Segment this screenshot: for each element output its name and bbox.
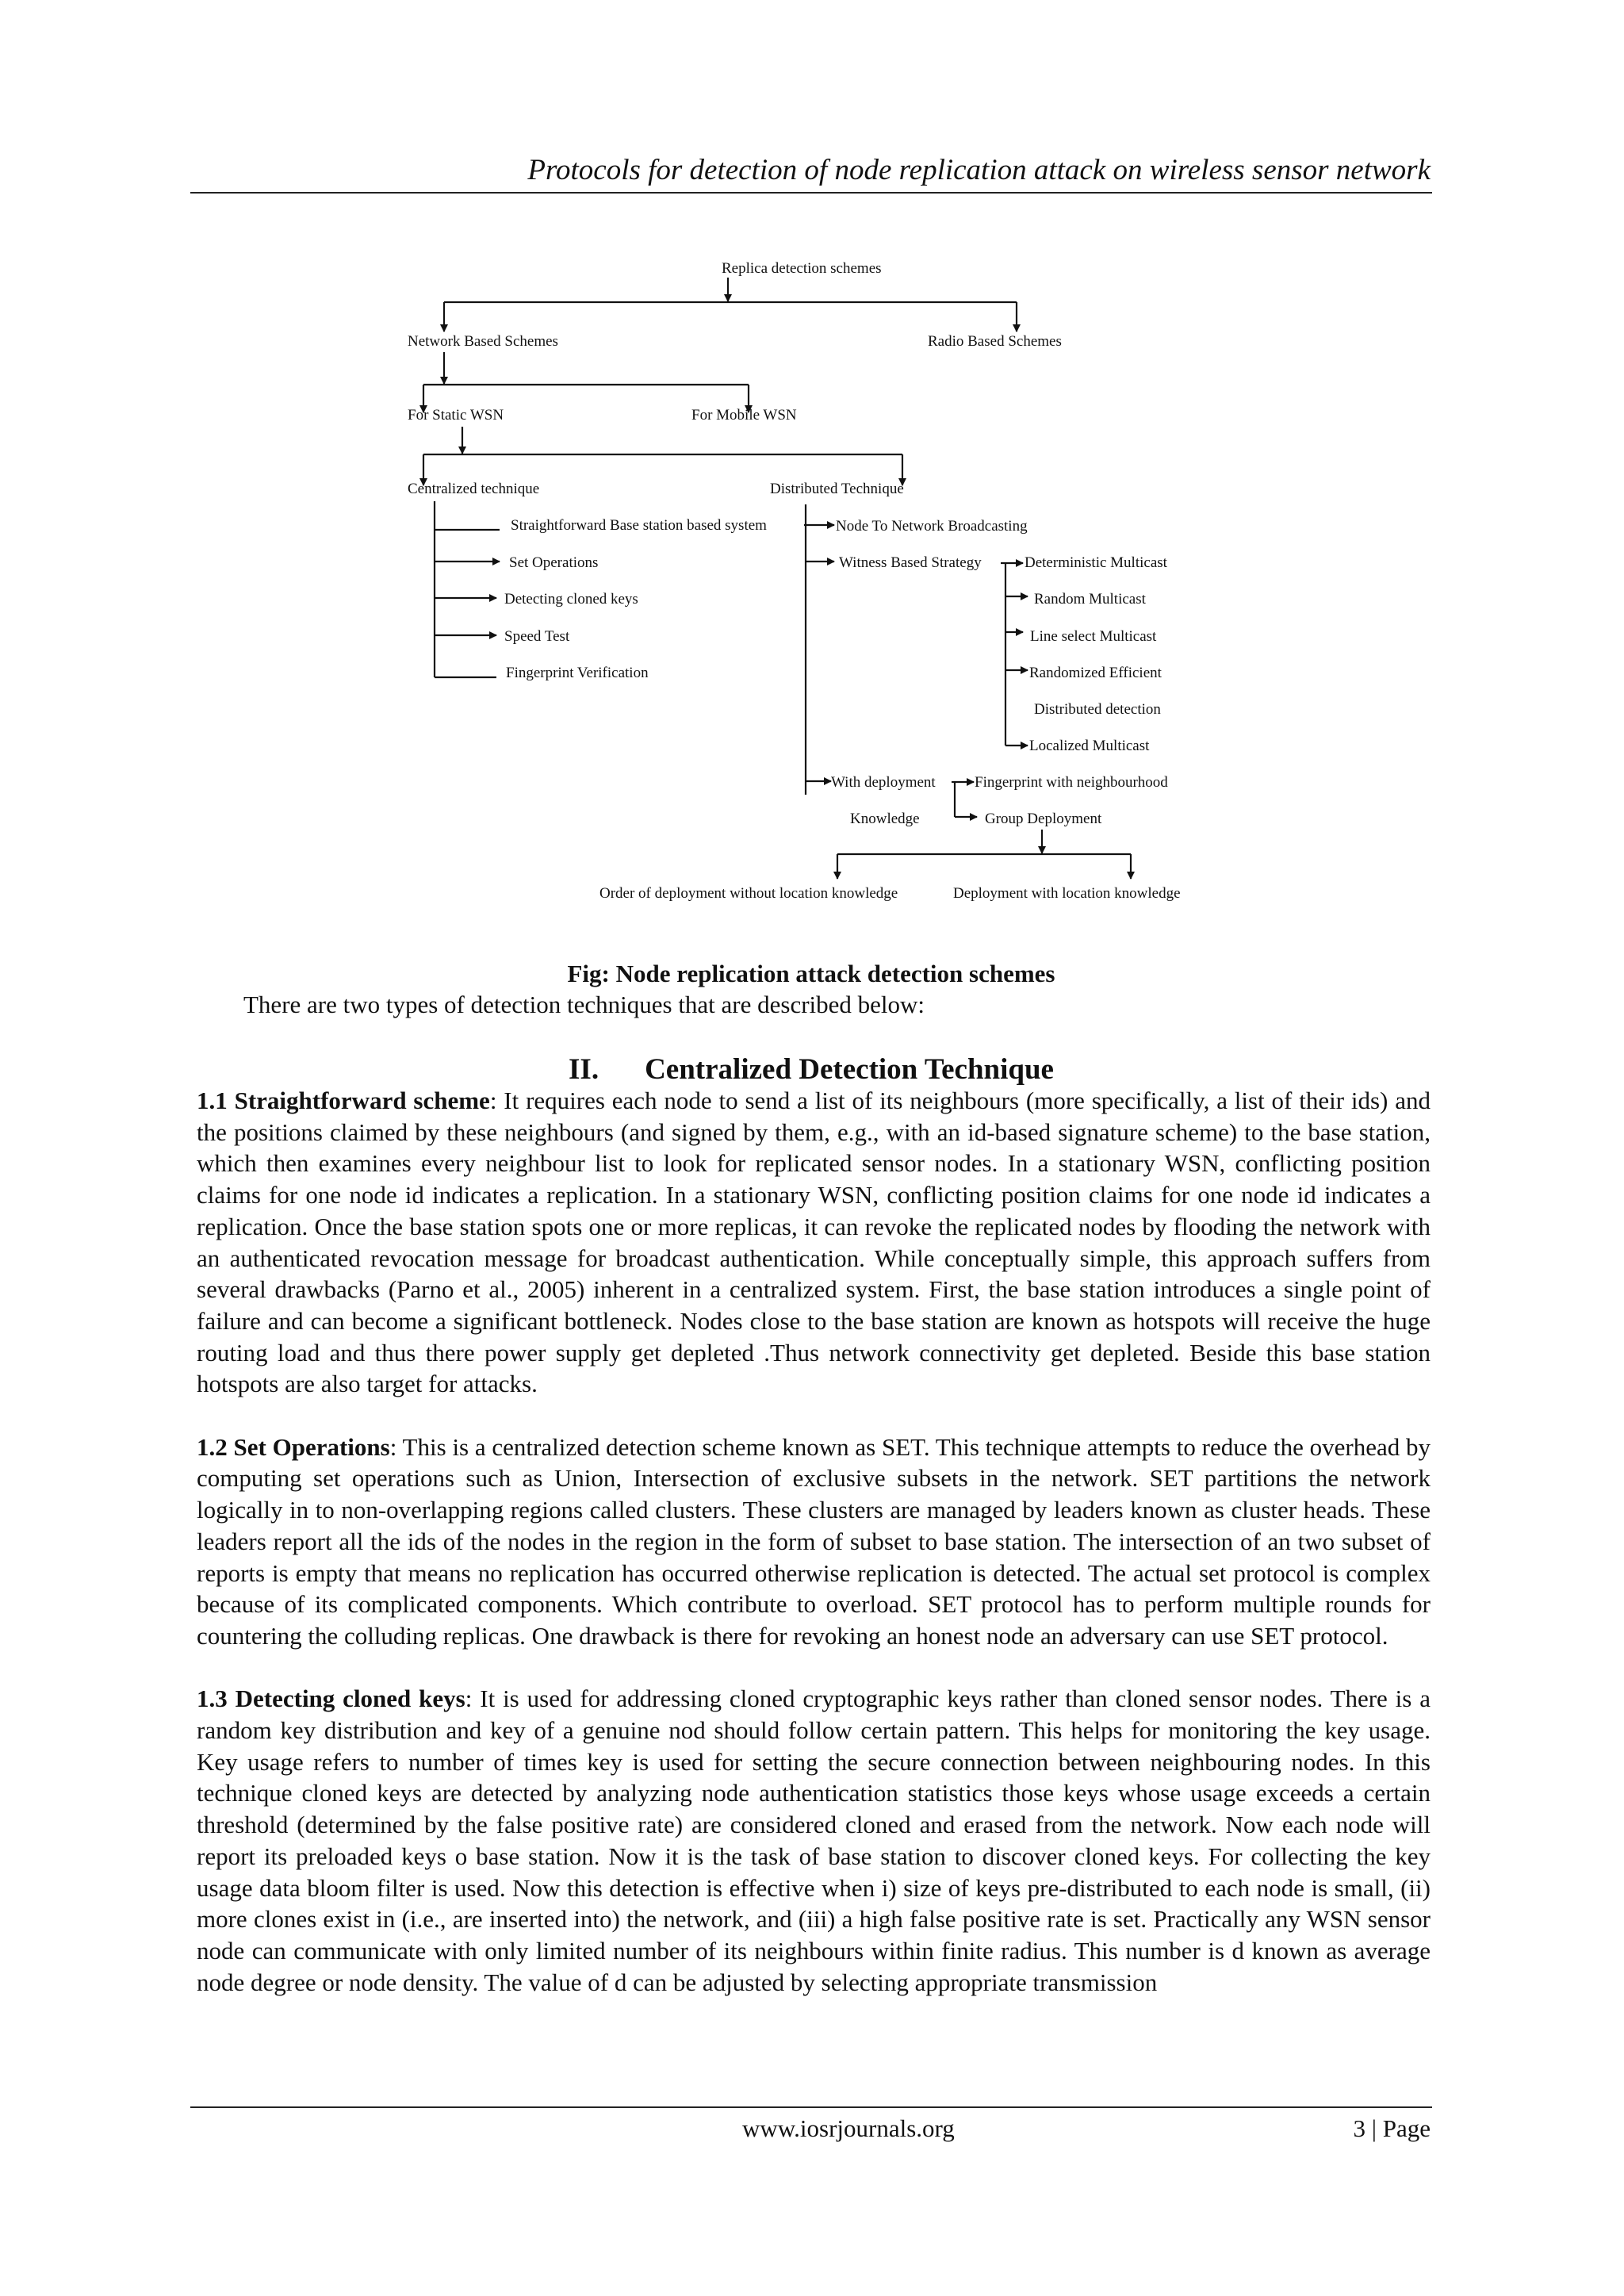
node-line-select: Line select Multicast: [1030, 628, 1157, 645]
node-witness: Witness Based Strategy: [839, 554, 982, 571]
node-fingerprint-neighbourhood: Fingerprint with neighbourhood: [975, 774, 1168, 791]
footer-rule: [190, 2106, 1432, 2108]
section-heading: [190, 1051, 1432, 1089]
running-header: Protocols for detection of node replication attack on wireless sensor network: [527, 154, 1431, 186]
paragraph-lead: 1.3 Detecting cloned keys: [197, 1685, 465, 1713]
node-localized: Localized Multicast: [1029, 738, 1150, 754]
node-speed-test: Speed Test: [504, 628, 570, 645]
node-root: Replica detection schemes: [722, 260, 882, 277]
body-text: [197, 1085, 1431, 2030]
node-deployment-1: With deployment: [831, 774, 936, 791]
paragraph-body: : It requires each node to send a list of its neighbours (more specifically, a list of their ids) and the positions claimed by these neighbours (and signed by them, e.g., with an id-based signature scheme) to the base station, which then examines every neighbour list to look for replicated sensor nodes. In a stationary WSN, conflicting position claims for one node id indicates a replication. In a stationary WSN, conflicting position claims for one node id indicates a replication. Once the base station spots one or more replicas, it can revoke the replicated nodes by flooding the network with an authenticated revocation message for broadcast authentication. While conceptually simple, this approach suffers from several drawbacks (Parno et al., 2005) inherent in a centralized system. First, the base station introduces a single point of failure and can become a significant bottleneck. Nodes close to the base station are known as hotspots will receive the huge routing load and thus there power supply get depleted .Thus network connectivity get depleted. Beside this base station hotspots are also target for attacks.: [197, 1087, 1431, 1398]
paragraph-cloned-keys: [197, 1683, 1431, 1998]
node-mobile-wsn: For Mobile WSN: [691, 407, 797, 424]
node-order-deployment: Order of deployment without location knowledge: [599, 885, 898, 902]
paragraph-straightforward: [197, 1085, 1431, 1400]
node-cloned-keys: Detecting cloned keys: [504, 591, 638, 608]
node-group-deployment: Group Deployment: [985, 811, 1102, 827]
node-deployment-location: Deployment with location knowledge: [953, 885, 1181, 902]
paragraph-lead: 1.2 Set Operations: [197, 1432, 390, 1461]
section-title: Centralized Detection Technique: [645, 1053, 1054, 1086]
node-static-wsn: For Static WSN: [408, 407, 504, 424]
intro-text: There are two types of detection techniques that are described below:: [243, 991, 925, 1018]
paragraph-body: : This is a centralized detection scheme known as SET. This technique attempts to reduce the overhead by computing set operations such as Union, Intersection of exclusive subsets in the network. SET partitions the network logically in to non-overlapping regions called clusters. These clusters are managed by leaders known as cluster heads. These leaders report all the ids of the nodes in the region in the form of subset to base station. The intersection of an two subset of reports is empty that means no replication has occurred otherwise replication is detected. The actual set protocol is complex because of its complicated components. Which contribute to overload. SET protocol has to perform multiple rounds for countering the colluding replicas. One drawback is there for revoking an honest node an adversary can use SET protocol.: [197, 1432, 1431, 1650]
node-deployment-2: Knowledge: [850, 811, 920, 827]
detection-schemes-diagram: [0, 0, 1624, 936]
node-network-based: Network Based Schemes: [408, 333, 558, 350]
paragraph-set-operations: [197, 1432, 1431, 1652]
paragraph-lead: 1.1 Straightforward scheme: [197, 1087, 490, 1114]
node-randomized-efficient: Randomized Efficient: [1029, 665, 1162, 681]
node-deterministic: Deterministic Multicast: [1025, 554, 1167, 571]
section-number: II.: [569, 1053, 599, 1086]
node-randomized-distributed: Distributed detection: [1034, 701, 1161, 718]
figure-caption: Fig: Node replication attack detection schemes: [567, 960, 1055, 987]
node-broadcast: Node To Network Broadcasting: [836, 518, 1028, 535]
footer-website: www.iosrjournals.org: [742, 2114, 955, 2142]
footer-page-number: 3 | Page: [1353, 2114, 1431, 2142]
node-random-multicast: Random Multicast: [1034, 591, 1146, 608]
node-distributed: Distributed Technique: [770, 481, 904, 497]
node-fingerprint: Fingerprint Verification: [506, 665, 649, 681]
node-set-operations: Set Operations: [509, 554, 599, 571]
node-radio-based: Radio Based Schemes: [928, 333, 1062, 350]
paragraph-body: : It is used for addressing cloned cryptographic keys rather than cloned sensor nodes. There is a random key distribution and key of a genuine nod should follow certain pattern. This helps for monitoring the key usage. Key usage refers to number of times key is used for setting the secure connection between neighbouring nodes. In this technique cloned keys are detected by analyzing node authentication statistics those keys whose usage exceeds a certain threshold (determined by the false positive rate) are considered cloned and erased from the network. Now each node will report its preloaded keys o base station. Now it is the task of base station to discover cloned keys. For collecting the key usage data bloom filter is used. Now this detection is effective when i) size of keys pre-distributed to each node is small, (ii) more clones exist in (i.e., are inserted into) the network, and (iii) a high false positive rate is set. Practically any WSN sensor node can communicate with only limited number of its neighbours within finite radius. This number is d known as average node degree or node density. The value of d can be adjusted by selecting appropriate transmission: [197, 1685, 1431, 1996]
node-straightforward: Straightforward Base station based system: [511, 517, 767, 534]
node-centralized: Centralized technique: [408, 481, 540, 497]
